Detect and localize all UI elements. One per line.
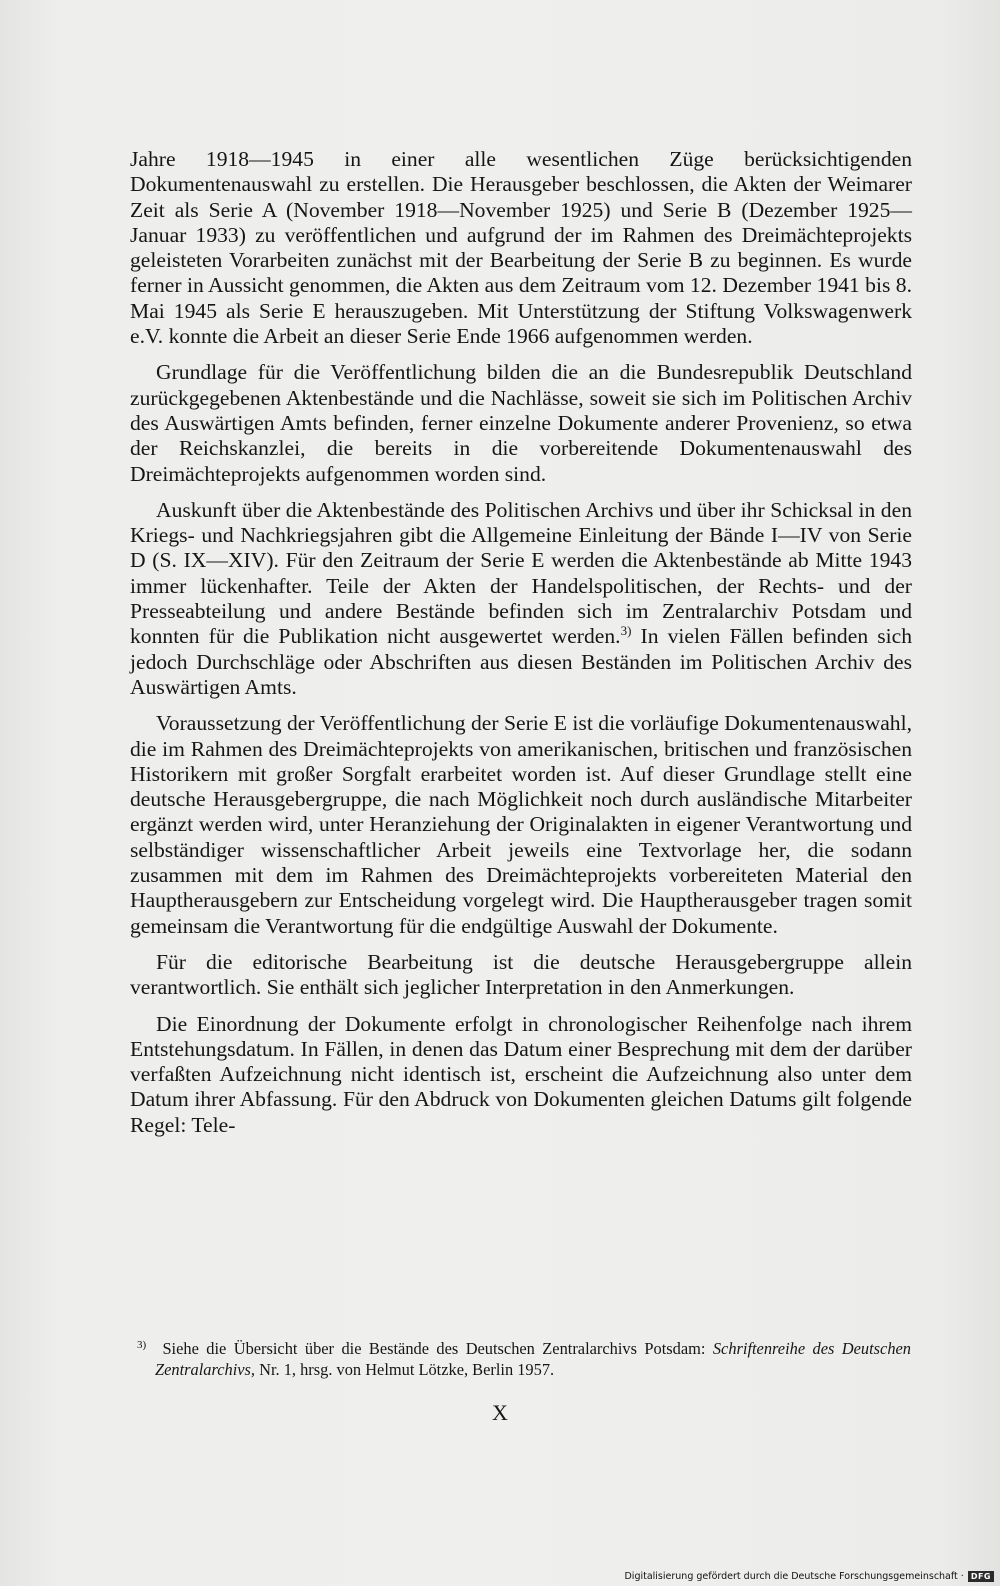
footnote-reference[interactable]: 3) bbox=[620, 623, 632, 639]
body-text bbox=[130, 147, 912, 1149]
footnote: 3) Siehe die Übersicht über die Bestände des Deutschen Zentralarchivs Potsdam: Schriftenreihe des Deutschen Zentralarchivs, Nr. 1, hrsg. von Helmut Lötzke, Berlin 1957. bbox=[137, 1338, 911, 1379]
footnote-text-after: Nr. 1, hrsg. von Helmut Lötzke, Berlin 1957. bbox=[259, 1360, 555, 1379]
paragraph-4: Voraussetzung der Veröffentlichung der Serie E ist die vorläufige Dokumentenauswahl, die im Rahmen des Dreimächteprojekts von amerikanischen, britischen und französischen Historikern mit großer Sorgfalt erarbeitet worden ist. Auf dieser Grundlage stellt eine deutsche Herausgebergruppe, die nach Möglichkeit noch durch ausländische Mitarbeiter ergänzt werden wird, unter Heranziehung der Originalakten in eigener Verantwortung und selbständiger wissenschaftlicher Arbeit jeweils eine Textvorlage her, die sodann zusammen mit dem im Rahmen des Dreimächteprojekts vorbereiteten Material den Hauptherausgebern zur Entscheidung vorgelegt wird. Die Hauptherausgeber tragen somit gemeinsam die Verantwortung für die endgültige Auswahl der Dokumente. bbox=[130, 711, 912, 938]
paragraph-3 bbox=[130, 498, 912, 700]
footnote-text-before: Siehe die Übersicht über die Bestände des Deutschen Zentralarchivs Potsdam: bbox=[162, 1339, 706, 1358]
paragraph-3-part-2: In vielen Fällen befinden sich jedoch Durchschläge oder Abschriften aus diesen Beständen im Politischen Archiv des Auswärtigen Amts. bbox=[130, 624, 912, 699]
credit-text: Digitalisierung gefördert durch die Deutsche Forschungsgemeinschaft · bbox=[624, 1571, 964, 1582]
paragraph-6: Die Einordnung der Dokumente erfolgt in chronologischer Reihenfolge nach ihrem Entstehungsdatum. In Fällen, in denen das Datum einer Besprechung mit dem der darüber verfaßten Aufzeichnung nicht identisch ist, erscheint die Aufzeichnung also unter dem Datum ihrer Abfassung. Für den Abdruck von Dokumenten gleichen Datums gilt folgende Regel: Tele- bbox=[130, 1011, 912, 1137]
dfg-logo-icon: DFG bbox=[968, 1571, 994, 1582]
digitization-credit bbox=[624, 1571, 994, 1582]
paragraph-3-part-1: Auskunft über die Aktenbestände des Politischen Archivs und über ihr Schicksal in den Kriegs- und Nachkriegsjahren gibt die Allgemeine Einleitung der Bände I—IV von Serie D (S. IX—XIV). Für den Zeitraum der Serie E werden die Aktenbestände ab Mitte 1943 immer lückenhafter. Teile der Akten der Handelspolitischen, der Rechts- und der Presseabteilung und andere Bestände befinden sich im Zentralarchiv Potsdam und konnten für die Publikation nicht ausgewertet werden. bbox=[130, 497, 912, 649]
paragraph-1: Jahre 1918—1945 in einer alle wesentlichen Züge berücksichtigenden Dokumentenauswahl zu erstellen. Die Herausgeber beschlossen, die Akten der Weimarer Zeit als Serie A (November 1918—November 1925) und Serie B (Dezember 1925—Januar 1933) zu veröffentlichen und aufgrund der im Rahmen des Dreimächteprojekts geleisteten Vorarbeiten zunächst mit der Bearbeitung der Serie B zu beginnen. Es wurde ferner in Aussicht genommen, die Akten aus dem Zeitraum vom 12. Dezember 1941 bis 8. Mai 1945 als Serie E herauszugeben. Mit Unterstützung der Stiftung Volkswagenwerk e.V. konnte die Arbeit an dieser Serie Ende 1966 aufgenommen werden. bbox=[130, 147, 912, 349]
paragraph-5: Für die editorische Bearbeitung ist die deutsche Herausgebergruppe allein verantwortlich. Sie enthält sich jeglicher Interpretation in den Anmerkungen. bbox=[130, 949, 912, 1000]
paragraph-2: Grundlage für die Veröffentlichung bilden die an die Bundesrepublik Deutschland zurückgegebenen Aktenbestände und die Nachlässe, soweit sie sich im Politischen Archiv des Auswärtigen Amts befinden, ferner einzelne Dokumente anderer Provenienz, so etwa der Reichskanzlei, die bereits in die vorbereitende Dokumentenauswahl des Dreimächteprojekts aufgenommen worden sind. bbox=[130, 360, 912, 486]
page-number: X bbox=[492, 1400, 508, 1425]
footnote-italic-title: Schriftenreihe des Deutschen Zentralarchivs, bbox=[155, 1339, 911, 1379]
